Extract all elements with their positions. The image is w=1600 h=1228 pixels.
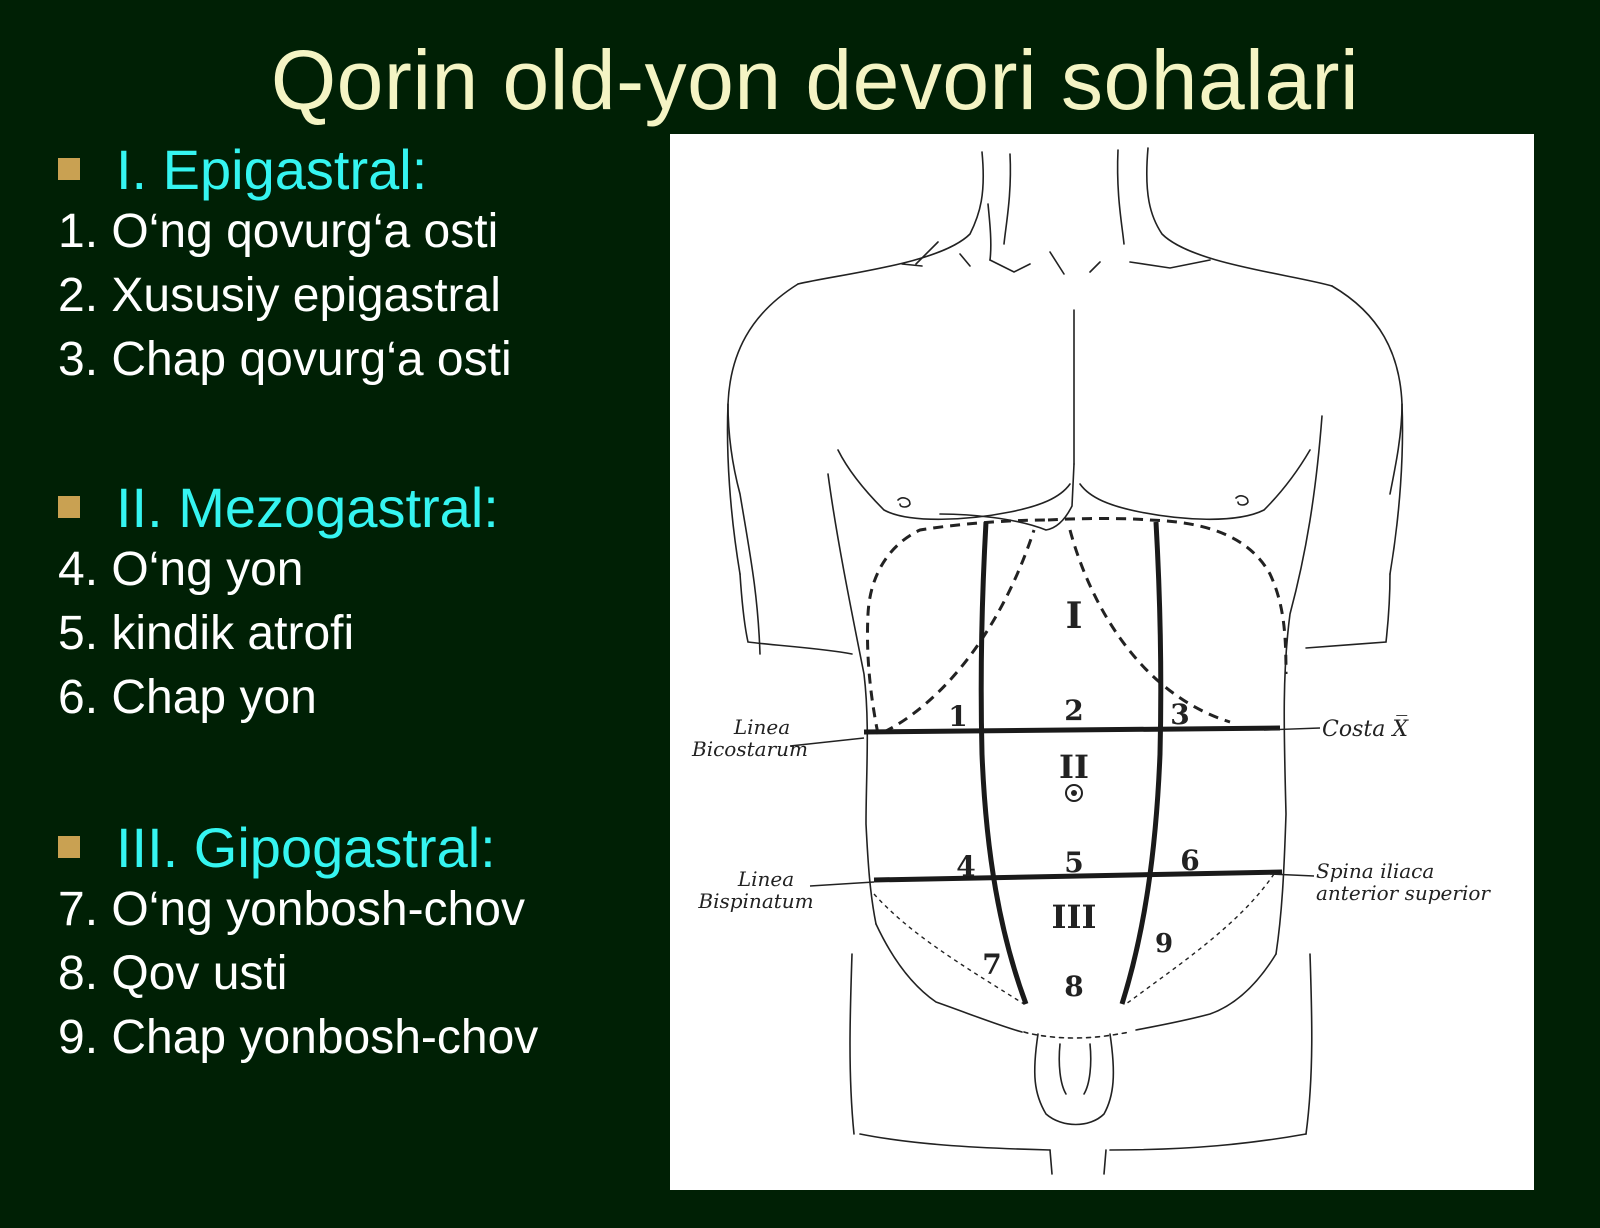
square-bullet-icon (58, 496, 80, 518)
abdomen-regions-figure (670, 134, 1534, 1190)
annotation-linea-bispinatum-1: Linea (737, 867, 795, 891)
section-heading (58, 138, 512, 200)
list-item: 9. Chap yonbosh-chov (58, 1011, 539, 1064)
region-label-9: 9 (1154, 929, 1174, 959)
square-bullet-icon (58, 836, 80, 858)
heading-text: II. Mezogastral: (116, 475, 499, 539)
heading-text: I. Epigastral: (116, 137, 428, 201)
annotation-spina-2: anterior superior (1316, 881, 1490, 905)
line-bicostarum (864, 728, 1280, 732)
region-label-7: 7 (982, 948, 1002, 981)
region-label-4: 4 (956, 850, 976, 883)
annotation-linea-bicostarum-1: Linea (733, 715, 791, 739)
annotation-costa: Costa X̅ (1322, 717, 1408, 742)
list-item: 6. Chap yon (58, 671, 317, 724)
square-bullet-icon (58, 158, 80, 180)
region-label-3: 3 (1170, 698, 1190, 731)
heading-text: III. Gipogastral: (116, 815, 496, 879)
region-label-1: 1 (948, 700, 968, 733)
annotation-leaders (790, 728, 1320, 886)
list-item: 7. O‘ng yonbosh-chov (58, 883, 525, 936)
region-label-8: 8 (1064, 970, 1084, 1003)
region-label-2: 2 (1064, 694, 1084, 727)
list-item: 8. Qov usti (58, 947, 288, 1000)
section-gipogastral (58, 816, 538, 1070)
list-item: 4. O‘ng yon (58, 543, 304, 596)
section-epigastral (58, 138, 512, 392)
annotation-linea-bispinatum-2: Bispinatum (698, 889, 814, 913)
region-label-6: 6 (1180, 844, 1200, 877)
section-mezogastral (58, 476, 499, 730)
section-heading (58, 816, 538, 878)
list-item: 5. kindik atrofi (58, 607, 355, 660)
right-midclavicular-line (981, 522, 1026, 1004)
region-label-5: 5 (1064, 846, 1084, 879)
list-item: 2. Xususiy epigastral (58, 269, 501, 322)
zone-label-III: III (1051, 898, 1097, 936)
annotation-linea-bicostarum-2: Bicostarum (692, 737, 808, 761)
zone-label-I: I (1065, 595, 1083, 637)
section-heading (58, 476, 499, 538)
torso-drawing (670, 134, 1534, 1190)
page-title: Qorin old-yon devori sohalari (270, 33, 1360, 127)
list-item: 1. O‘ng qovurg‘a osti (58, 205, 499, 258)
annotation-spina-1: Spina iliaca (1316, 859, 1435, 883)
list-item: 3. Chap qovurg‘a osti (58, 333, 512, 386)
zone-label-II: II (1059, 748, 1089, 786)
torso-outline (728, 148, 1403, 1174)
